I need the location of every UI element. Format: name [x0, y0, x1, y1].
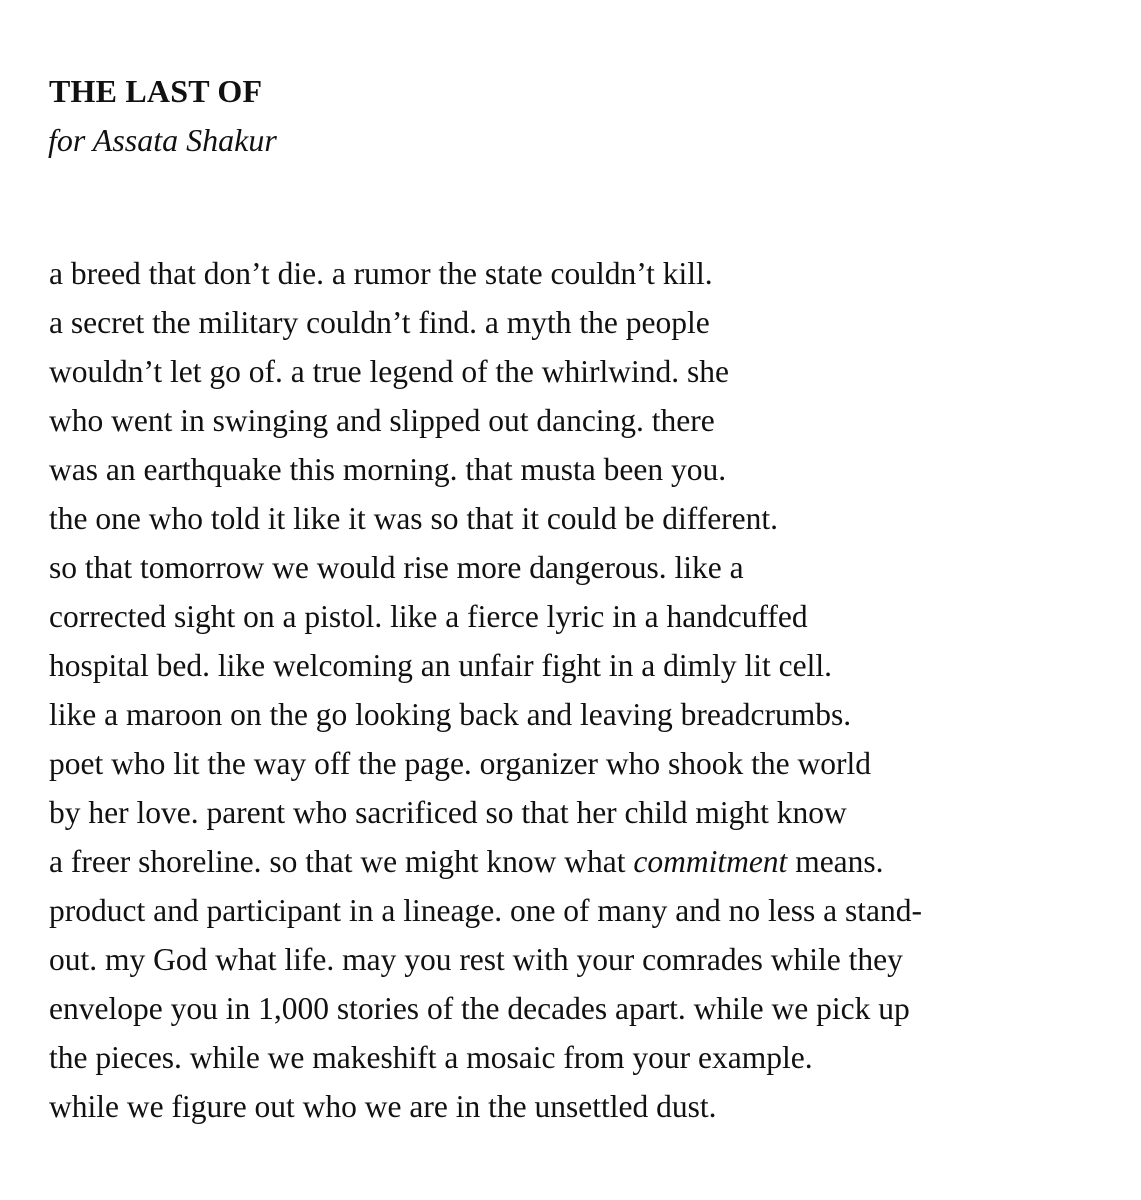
poem-line: who went in swinging and slipped out dancing. there	[49, 403, 715, 438]
poem-line: like a maroon on the go looking back and leaving breadcrumbs.	[49, 697, 852, 732]
poem-line: a breed that don’t die. a rumor the state couldn’t kill.	[49, 256, 713, 291]
poem-line-text: means.	[787, 844, 884, 879]
poem-line: product and participant in a lineage. one of many and no less a stand-	[49, 893, 922, 928]
poem-line: by her love. parent who sacrificed so that her child might know	[49, 795, 847, 830]
poem-body	[49, 249, 922, 1131]
poem-line-with-emphasis	[49, 837, 922, 886]
poem-line: corrected sight on a pistol. like a fierce lyric in a handcuffed	[49, 599, 808, 634]
poem-line: wouldn’t let go of. a true legend of the whirlwind. she	[49, 354, 730, 389]
poem-line: so that tomorrow we would rise more dangerous. like a	[49, 550, 744, 585]
poem-title: THE LAST OF	[49, 73, 263, 109]
poem-line: poet who lit the way off the page. organizer who shook the world	[49, 746, 872, 781]
poem-dedication: for Assata Shakur	[48, 122, 277, 158]
poem-line: envelope you in 1,000 stories of the decades apart. while we pick up	[49, 991, 910, 1026]
poem-line: the one who told it like it was so that it could be different.	[49, 501, 779, 536]
poem-line: a secret the military couldn’t find. a myth the people	[49, 305, 710, 340]
poem-line: while we figure out who we are in the unsettled dust.	[49, 1089, 717, 1124]
poem-line-text: a freer shoreline. so that we might know what	[49, 844, 634, 879]
poem-line: out. my God what life. may you rest with your comrades while they	[49, 942, 903, 977]
poem-line: the pieces. while we makeshift a mosaic from your example.	[49, 1040, 813, 1075]
poem-line: hospital bed. like welcoming an unfair fight in a dimly lit cell.	[49, 648, 832, 683]
poem-line: was an earthquake this morning. that musta been you.	[49, 452, 727, 487]
emphasized-word: commitment	[633, 844, 788, 879]
